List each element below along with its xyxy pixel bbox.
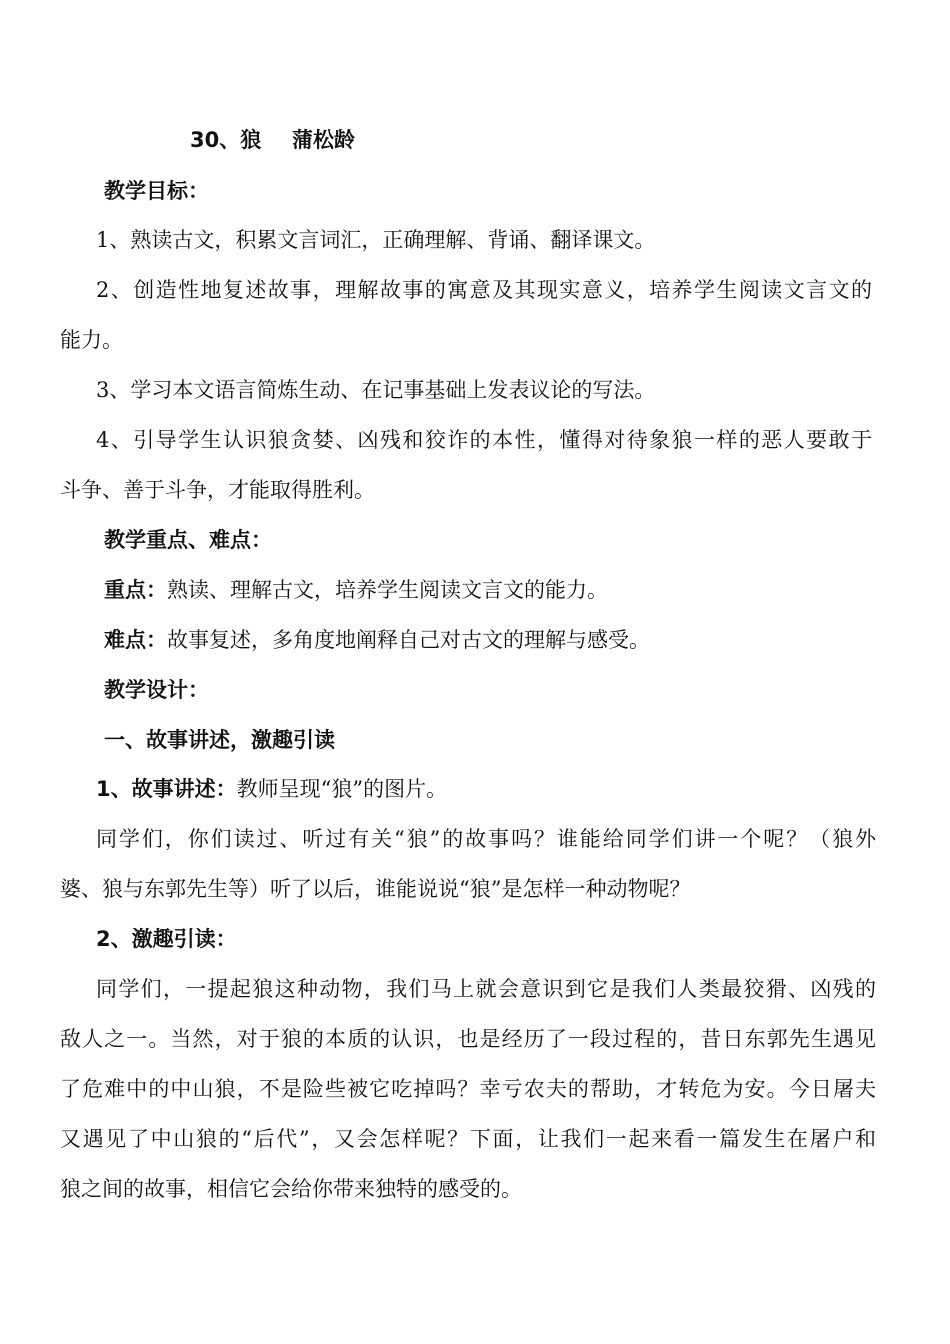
- key-point: [104, 578, 884, 602]
- objectives-heading: 教学目标：: [104, 179, 209, 203]
- paragraph-2-line-5: 狼之间的故事，相信它会给你带来独特的感受的。: [60, 1177, 522, 1201]
- paragraph-1-line-1: 同学们，你们读过、听过有关“狼”的故事吗？谁能给同学们讲一个呢？（狼外: [96, 827, 876, 851]
- step-1: [96, 777, 890, 801]
- paragraph-2-line-2: 敌人之一。当然，对于狼的本质的认识，也是经历了一段过程的，昔日东郭先生遇见: [60, 1027, 876, 1051]
- key-point-label: 重点：: [104, 578, 167, 602]
- objective-item-2-line-2: 能力。: [60, 328, 123, 352]
- difficulty-point: [104, 628, 884, 652]
- objective-item-2-line-1: 2、创造性地复述故事，理解故事的寓意及其现实意义，培养学生阅读文言文的: [96, 278, 872, 302]
- paragraph-1-line-2: 婆、狼与东郭先生等）听了以后，谁能说说“狼”是怎样一种动物呢？: [60, 877, 691, 901]
- paragraph-2-line-4: 又遇见了中山狼的“后代”，又会怎样呢？下面，让我们一起来看一篇发生在屠户和: [60, 1127, 876, 1151]
- objective-item-1: 1、熟读古文，积累文言词汇，正确理解、背诵、翻译课文。: [96, 228, 656, 252]
- difficulty-point-label: 难点：: [104, 628, 167, 652]
- key-point-text: 熟读、理解古文，培养学生阅读文言文的能力。: [167, 578, 608, 602]
- focus-heading: 教学重点、难点：: [104, 528, 272, 552]
- paragraph-2-line-3: 了危难中的中山狼，不是险些被它吃掉吗？幸亏农夫的帮助，才转危为安。今日屠夫: [60, 1077, 876, 1101]
- objective-item-4-line-1: 4、引导学生认识狼贪婪、凶残和狡诈的本性，懂得对待象狼一样的恶人要敢于: [96, 428, 872, 452]
- step-2-label: 2、激趣引读：: [96, 927, 237, 951]
- step-1-label: 1、故事讲述：: [96, 777, 237, 801]
- objective-item-3: 3、学习本文语言简炼生动、在记事基础上发表议论的写法。: [96, 378, 656, 402]
- design-heading: 教学设计：: [104, 678, 209, 702]
- lesson-title: 30、狼: [190, 128, 262, 152]
- author-name: 蒲松龄: [292, 128, 355, 152]
- difficulty-point-text: 故事复述，多角度地阐释自己对古文的理解与感受。: [167, 628, 650, 652]
- step-1-text: 教师呈现“狼”的图片。: [236, 777, 448, 801]
- objective-item-4-line-2: 斗争、善于斗争，才能取得胜利。: [60, 478, 375, 502]
- paragraph-2-line-1: 同学们，一提起狼这种动物，我们马上就会意识到它是我们人类最狡猾、凶残的: [96, 977, 876, 1001]
- section-1-heading: 一、故事讲述，激趣引读: [104, 728, 335, 752]
